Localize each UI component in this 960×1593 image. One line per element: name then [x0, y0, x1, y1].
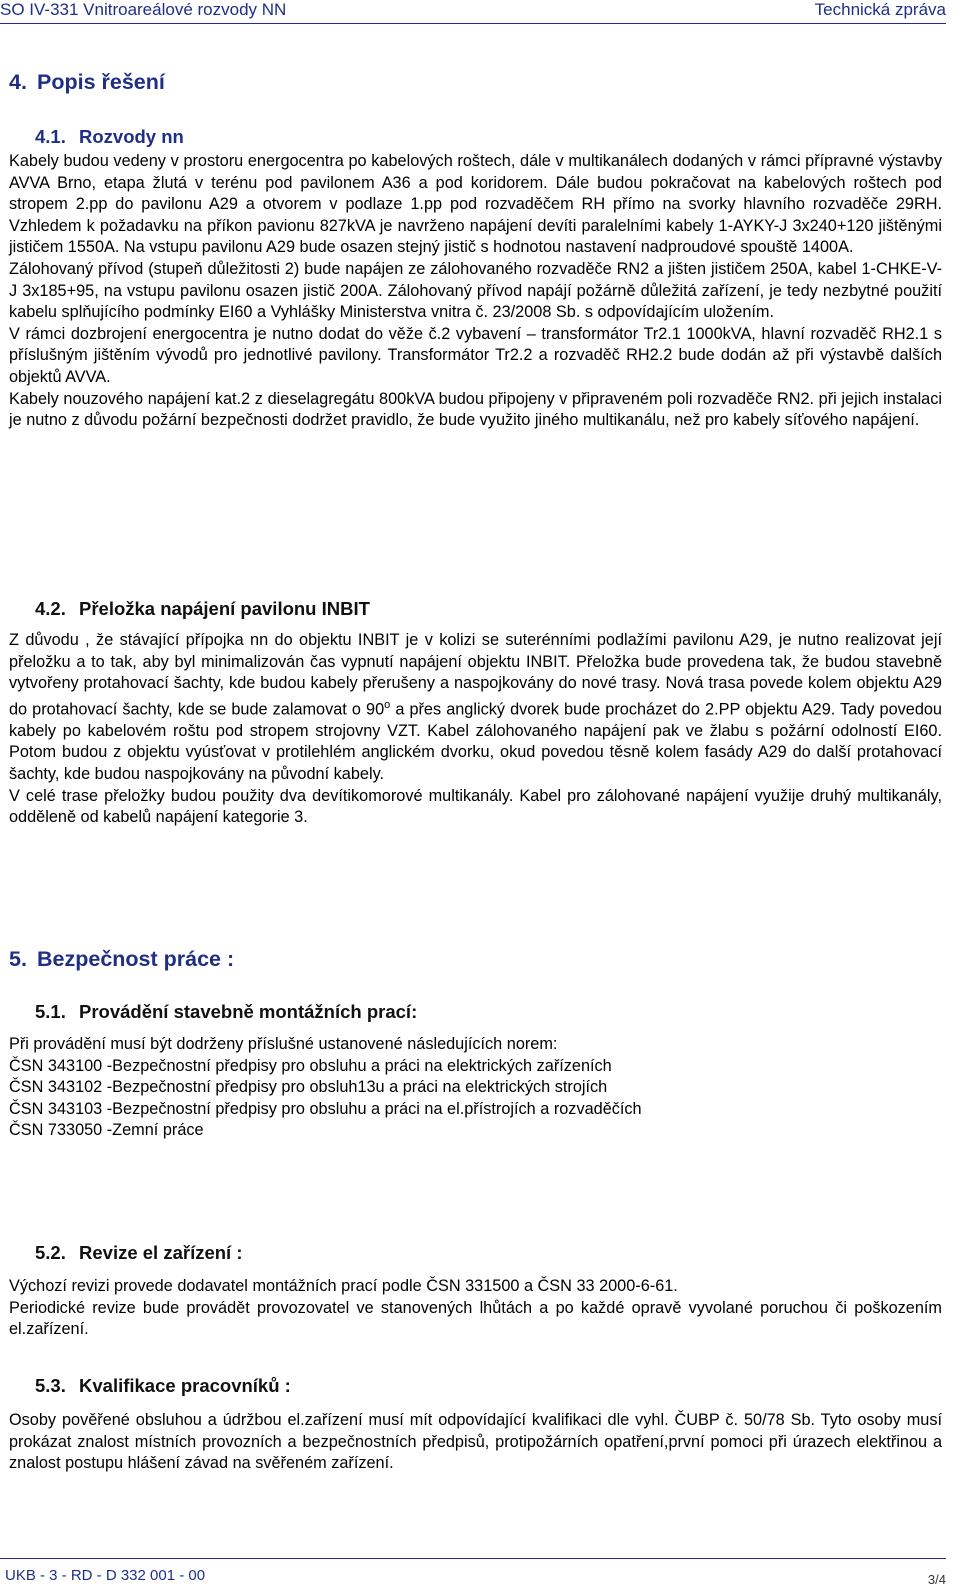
section-5-heading: 5. Bezpečnost práce : [9, 947, 235, 971]
norm-item: ČSN 343100 -Bezpečnostní předpisy pro obsluhu a práci na elektrických zařízeních [9, 1056, 612, 1075]
norm-item: ČSN 343103 -Bezpečnostní předpisy pro obsluhu a práci na el.přístrojích a rozvaděčích [9, 1099, 642, 1118]
section-4-1-heading: 4.1. Rozvody nn [35, 126, 184, 147]
section-4-2-para-2: V celé trase přeložky budou použity dva devítikomorové multikanály. Kabel pro zálohované napájení využije druhý multikanály, odděleně od kabelů napájení kategorie 3. [9, 786, 942, 827]
page-header [0, 0, 946, 22]
norm-item: ČSN 343102 -Bezpečnostní předpisy pro obsluh13u a práci na elektrických strojích [9, 1078, 608, 1097]
section-4-2-heading: 4.2. Přeložka napájení pavilonu INBIT [35, 598, 370, 619]
section-4-1-para-3: V rámci dozbrojení energocentra je nutno dodat do věže č.2 vybavení – transformátor Tr2.1 1000kVA, hlavní rozvaděč RH2.1 s příslušným jištěním vývodů pro jednotlivé pavilony. Transformátor Tr2.2 a rozvaděč RH2.2 bude dodán až při výstavbě dalších objektů AVVA. [9, 324, 942, 386]
section-5-1-body [9, 1034, 942, 1142]
section-4-1-para-4: Kabely nouzového napájení kat.2 z dieselagregátu 800kVA budou připojeny v připraveném poli rozvaděče RN2. při jejich instalaci je nutno z důvodu požární bezpečnosti dodržet pravidlo, že bude využito jiného multikanálu, než pro kabely síťového napájení. [9, 389, 942, 430]
section-5-3-heading: 5.3. Kvalifikace pracovníků : [35, 1375, 291, 1396]
section-4-2-para-1: Z důvodu , že stávající přípojka nn do objektu INBIT je v kolizi se suterénními podlažími pavilonu A29, je nutno realizovat její přeložku a to tak, aby byl minimalizován čas vypnutí napájení objektu INBIT. Přeložka bude provedena tak, že budou stavebně vytvořeny protahovací šachty, kde budou kabely přerušeny a naspojkovány do nové trasy. Nová trasa povede kolem objektu A29 do protahovací šachty, kde se bude zalamovat o 90$^o$ a přes anglický dvorek bude procházet do 2.PP objektu A29. Tady povedou kabely po kabelovém roštu pod stropem strojovny VZT. Kabel zálohovaného napájení pak ve žlabu s požární odolností EI60. Potom budou z objektu vyúsťovat v protilehlém anglickém dvorku, okud povedou těsně kolem fasády A29 do další protahovací šachty, kde budou naspojkovány na původní kabely. [9, 631, 942, 783]
section-4-heading: 4. Popis řešení [9, 70, 165, 94]
header-document-type: Technická zpráva [814, 0, 946, 19]
section-4-1-para-2: Zálohovaný přívod (stupeň důležitosti 2) bude napájen ze zálohovaného rozvaděče RN2 a jišten jističem 250A, kabel 1-CHKE-V-J 3x185+95, na vstupu pavilonu osazen jistič 200A. Zálohovaný přívod napájí požárně důležitá zařízení, je tedy nezbytné použití kabelu splňujícího podmínky EI60 a Vyhlášky Ministerstva vnitra č. 23/2008 Sb. s odpovídajícím uložením. [9, 259, 942, 322]
section-5-2-para-1: Výchozí revizi provede dodavatel montážních prací podle ČSN 331500 a ČSN 33 2000-6-61. [9, 1277, 678, 1295]
section-5-2-heading: 5.2. Revize el zařízení : [35, 1242, 243, 1263]
header-project-title: SO IV-331 Vnitroareálové rozvody NN [0, 0, 287, 19]
section-5-1-heading: 5.1. Provádění stavebně montážních prací: [35, 1001, 418, 1022]
footer-document-code: UKB - 3 - RD - D 332 001 - 00 [5, 1567, 206, 1584]
section-5-2-body [9, 1276, 942, 1341]
section-4-1-para-1: Kabely budou vedeny v prostoru energocentra po kabelových roštech, dále v multikanálech dodaných v rámci přípravné výstavby AVVA Brno, etapa žlutá v terénu pod pavilonem A36 a pod koridorem. Dále budou pokračovat na kabelových roštech pod stropem 2.pp do pavilonu A29 a otvorem v podlaze 1.pp pod rozvaděčem RH přímo na svorky hlavního rozvaděče 29RH. Vzhledem k požadavku na příkon pavionu 827kVA je navrženo napájení devíti paralelními kabely 1-AYKY-J 3x240+120 jištěnými jističem 1550A. Na vstupu pavilonu A29 bude osazen stejný jistič s hodnotou nastavení nadproudové spouště 1400A. [9, 152, 942, 257]
page-number: 3/4 [927, 1572, 946, 1587]
section-5-2-para-2: Periodické revize bude provádět provozovatel ve stanovených lhůtách a po každé opravě vyvolané poruchou či poškozením el.zařízení. [9, 1298, 942, 1339]
section-5-3-body [9, 1410, 942, 1475]
section-5-1-intro: Při provádění musí být dodrženy příslušné ustanovené následujících norem: [9, 1035, 558, 1053]
section-4-2-body [9, 630, 942, 829]
footer-rule [0, 1558, 946, 1559]
header-rule [0, 23, 946, 24]
norm-item: ČSN 733050 -Zemní práce [9, 1121, 204, 1140]
section-4-1-body [9, 151, 942, 432]
section-5-3-para: Osoby pověřené obsluhou a údržbou el.zařízení musí mít odpovídající kvalifikaci dle vyhl. ČUBP č. 50/78 Sb. Tyto osoby musí prokázat znalost místních provozních a bezpečnostních předpisů, protipožárních opatření,první pomoci při úrazech elektřinou a znalost postupu hlášení závad na svěřeném zařízení. [9, 1411, 942, 1473]
